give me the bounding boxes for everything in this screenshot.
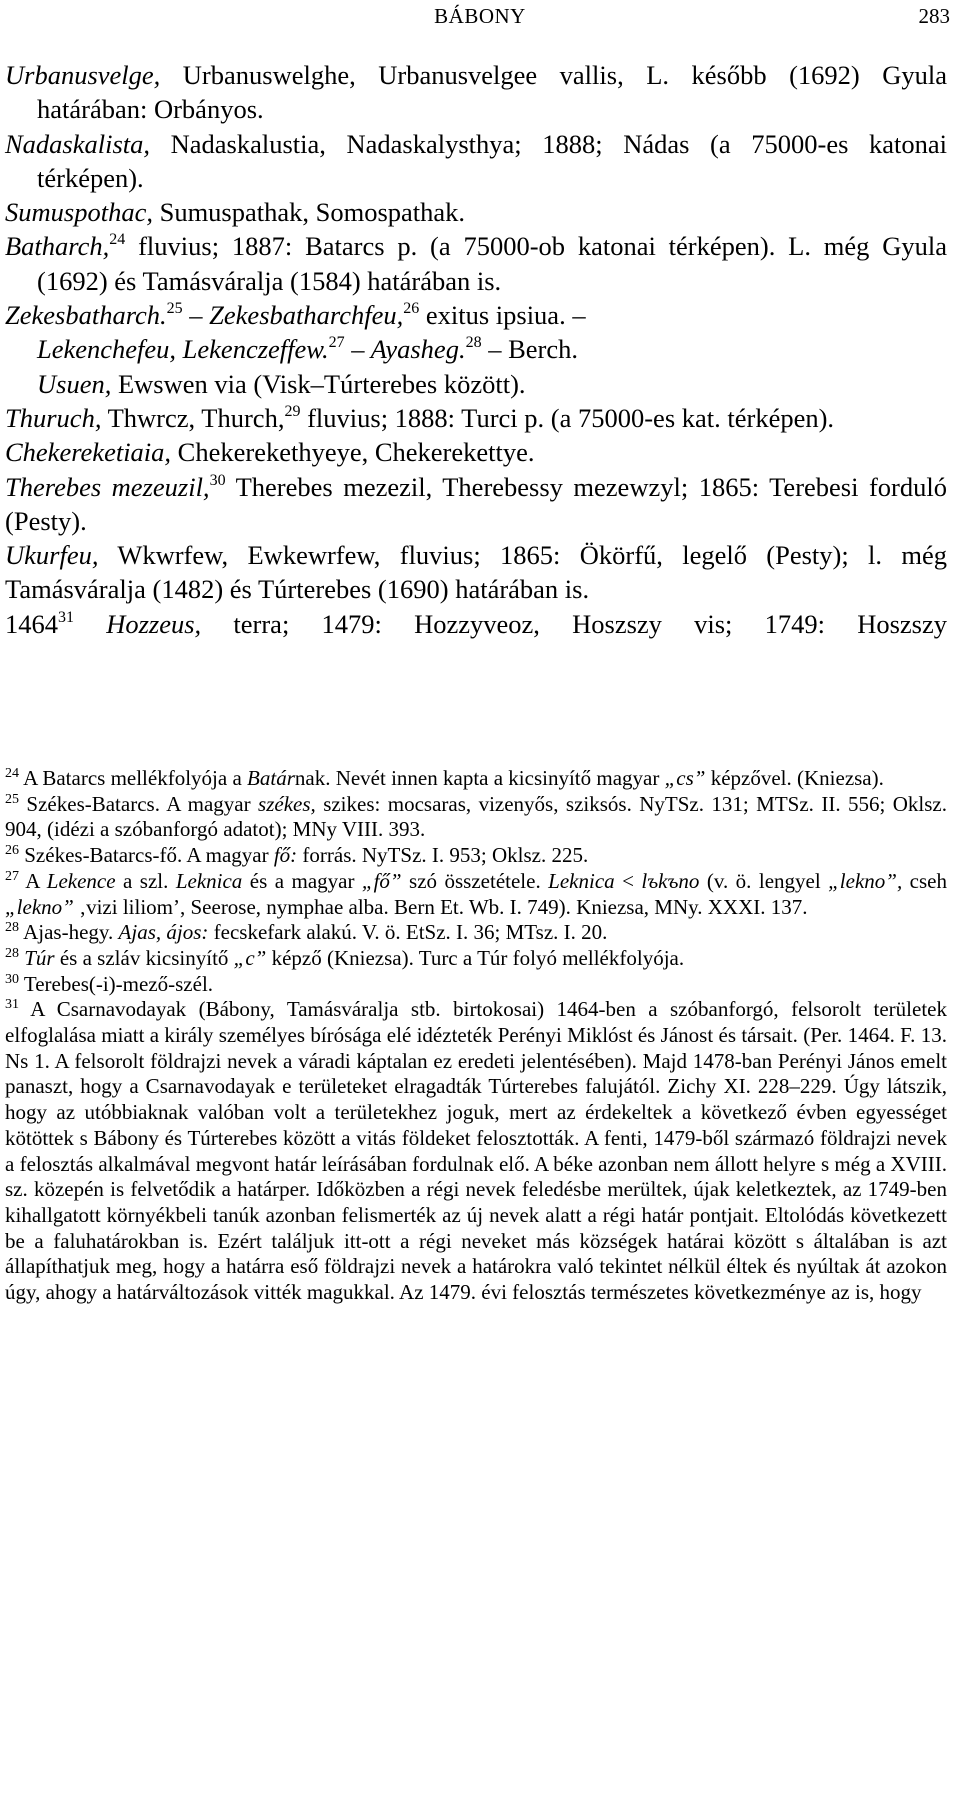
- footnote-text: Ajas-hegy.: [19, 920, 119, 945]
- page-number: 283: [918, 4, 950, 28]
- header-title: BÁBONY: [434, 4, 526, 28]
- place-name-entry: [5, 435, 947, 469]
- place-name: Sumuspothac,: [5, 197, 153, 228]
- place-name-entry: [5, 401, 947, 435]
- footnote-ref: 29: [284, 402, 301, 420]
- footnote-ref: 31: [58, 608, 74, 626]
- footnote-text: forrás. NyTSz. I. 953; Oklsz. 225.: [297, 843, 589, 868]
- footnote-text: Terebes(-i)-mező-szél.: [19, 971, 214, 996]
- footnote: [5, 843, 947, 869]
- place-name-entry: [5, 607, 947, 641]
- footnote-text: (v. ö. lengyel: [699, 868, 829, 893]
- footnote-ref: 24: [109, 231, 126, 249]
- footnote-text: fecskefark alakú. V. ö. EtSz. I. 36; MTsz. I. 20.: [208, 920, 608, 945]
- place-name-entry: [5, 58, 947, 127]
- footnote-text: Batár: [247, 766, 295, 790]
- place-name: Ukurfeu,: [5, 540, 99, 571]
- entry-text: Ewswen via (Visk–Túrterebes között).: [111, 368, 526, 399]
- footnote-ref: 28: [465, 334, 482, 352]
- entry-text: Urbanuswelghe, Urbanusvelgee vallis, L. később (1692) Gyula határában: Orbányos.: [37, 60, 947, 125]
- entry-text: terra; 1479: Hozzyveoz, Hoszszy vis; 1749: Hoszszy: [201, 608, 948, 639]
- footnote-text: a szl.: [115, 868, 176, 893]
- footnote-text: A: [19, 868, 47, 893]
- footnote-text: Lekence: [46, 868, 116, 893]
- footnote-text: fő:: [273, 843, 298, 868]
- place-name-entry: [5, 332, 947, 366]
- entry-text: Sumuspathak, Somospathak.: [152, 197, 466, 228]
- place-name: Thuruch,: [5, 402, 102, 433]
- footnote: [5, 792, 947, 843]
- place-name-entry: [5, 298, 947, 332]
- footnote-text: szó összetétele.: [401, 868, 549, 893]
- footnote-text: és a magyar: [242, 868, 362, 893]
- entry-text: Chekerekethyeye, Chekerekettye.: [171, 437, 535, 468]
- place-name: Nadaskalista,: [5, 128, 151, 159]
- place-name: Therebes mezeuzil,: [5, 471, 210, 502]
- footnote-text: A Csarnavodayak (Bábony, Tamásváralja stb. birtokosai) 1464-ben a szóbanforgó, felsorolt területek elfoglalása miatt a király személyes bírósága elé idézteték Perényi Miklóst és Jánost és társait. (Per. 1464. F. 13. Ns 1. A felsorolt földrajzi nevek a váradi káptalan ez eredeti jelentésében). Majd 1478-ban Perényi János emelt panaszt, hogy a Csarnavodayak e területeket elragadták Túrterebes falujától. Zichy XI. 228–229. Úgy látszik, hogy az utóbbiaknak valóban volt a területekhez joguk, mert az érdekeltek a következő évben egyességet kötöttek s Bábony és Túrterebes között a vitás földeket felosztották. A fenti, 1479-ből származó földrajzi nevek a felosztás alkalmával megvont határ leírásában fordulnak elő. A béke azonban nem állott helyre s még a XVIII. sz. közepén is felvetődik a határper. Időközben a régi nevek feledésbe merültek, újak keletkeztek, az 1749-ben kihallgatott környékbeli tanúk azonban felismerték az új nevek alatt a régi határ pontjait. Eltolódás következett be a faluhatárokban is. Ezért találjuk itt-ott a régi neveket más községek határai között s általában is azt állapíthatjuk meg, hogy a határra eső földrajzi nevek a határokra való tekintet nélkül éltek és nyúltak át azokon úgy, ahogy a határváltozások vitték magukkal. Az 1479. évi felosztás természetes következménye az is, hogy: [5, 997, 947, 1305]
- place-name: Batharch,: [5, 231, 110, 262]
- footnote-ref: 27: [328, 334, 345, 352]
- footnote-text: cseh: [902, 868, 947, 893]
- footnote-text: képzővel. (Kniezsa).: [705, 766, 884, 790]
- footnote-text: <: [614, 868, 642, 893]
- place-name: Lekenchefeu, Lekenczeffew.: [37, 334, 329, 365]
- footnote-text: Leknica: [548, 868, 615, 893]
- footnote-number: 30: [5, 971, 19, 987]
- footnote: [5, 766, 947, 792]
- footnote-number: 28: [5, 945, 19, 961]
- entry-text: Therebes mezezil, Therebessy mezewzyl; 1865: Terebesi forduló (Pesty).: [5, 471, 947, 536]
- main-text: [5, 58, 947, 641]
- footnote-text: Székes-Batarcs. A magyar: [19, 791, 259, 816]
- place-name-entry: [5, 538, 947, 607]
- footnote-number: 27: [5, 868, 19, 884]
- footnote-ref: 30: [209, 471, 226, 489]
- footnote-number: 24: [5, 766, 19, 781]
- footnote-number: 26: [5, 843, 19, 859]
- place-name-entry: [5, 229, 947, 298]
- place-name-entry: [5, 195, 947, 229]
- footnote-text: lъkъno: [641, 868, 700, 893]
- footnote: [5, 997, 947, 1305]
- footnote: [5, 946, 947, 972]
- footnote-text: „cs”: [664, 766, 706, 790]
- footnote-text: Leknica: [175, 868, 243, 893]
- place-name: Zekesbatharch.: [5, 300, 167, 331]
- entry-text: fluvius; 1887: Batarcs p. (a 75000-ob katonai térképen). L. még Gyula (1692) és Tamásváralja (1584) határában is.: [37, 231, 947, 296]
- footnote-ref: 26: [403, 300, 420, 318]
- footnote-text: „c”: [233, 945, 267, 970]
- footnote-text: nak. Nevét innen kapta a kicsinyítő magyar: [294, 766, 665, 790]
- footnote-text: A Batarcs mellékfolyója a: [19, 766, 248, 790]
- entry-text: Nadaskalustia, Nadaskalysthya; 1888; Nádas (a 75000-es katonai térképen).: [37, 128, 947, 193]
- footnote-text: székes,: [258, 791, 316, 816]
- place-name-entry: [5, 470, 947, 539]
- entry-text: fluvius; 1888: Turci p. (a 75000-es kat. térképen).: [300, 402, 835, 433]
- place-name: – Zekesbatharchfeu,: [182, 300, 404, 331]
- entry-text: exitus ipsiua. –: [419, 300, 586, 331]
- footnote-text: Ajas, ájos:: [118, 920, 209, 945]
- footnote-text: „lekno”,: [828, 868, 903, 893]
- year: 1464: [5, 608, 58, 639]
- footnote-text: „fő”: [361, 868, 402, 893]
- place-name: Chekereketiaia,: [5, 437, 172, 468]
- place-name-entry: [5, 127, 947, 196]
- place-name: Usuen,: [37, 368, 112, 399]
- footnote-number: 28: [5, 920, 19, 936]
- running-header: [0, 4, 960, 34]
- entry-text: Wkwrfew, Ewkewrfew, fluvius; 1865: Ökörfű, legelő (Pesty); l. még Tamásváralja (1482) és Túrterebes (1690) határában is.: [5, 540, 947, 605]
- place-name: Hozzeus,: [74, 608, 202, 639]
- footnote-number: 31: [5, 997, 19, 1013]
- place-name-entry: [5, 367, 947, 401]
- footnote-text: és a szláv kicsinyítő: [54, 945, 234, 970]
- place-name: – Ayasheg.: [344, 334, 466, 365]
- footnote-text: ‚vizi liliom’, Seerose, nymphae alba. Bern Et. Wb. I. 749). Kniezsa, MNy. XXXI. 137.: [73, 894, 808, 919]
- footnote-text: Túr: [24, 945, 55, 970]
- entry-text: Thwrcz, Thurch,: [101, 402, 285, 433]
- footnote-text: képző (Kniezsa). Turc a Túr folyó mellékfolyója.: [266, 945, 685, 970]
- footnote: [5, 920, 947, 946]
- place-name: Urbanusvelge,: [5, 60, 161, 90]
- entry-text: – Berch.: [481, 334, 578, 365]
- footnote: [5, 869, 947, 920]
- footnote-number: 25: [5, 791, 19, 807]
- footnote-text: Székes-Batarcs-fő. A magyar: [19, 843, 274, 868]
- footnote: [5, 972, 947, 998]
- footnote-ref: 25: [166, 300, 183, 318]
- footnotes: [5, 766, 947, 1306]
- footnote-text: szikes: mocsaras, vizenyős, sziksós. NyTSz. 131; MTSz. II. 556; Oklsz. 904, (idézi a szóbanforgó adatot); MNy VIII. 393.: [5, 791, 947, 842]
- footnote-text: „lekno”: [5, 894, 74, 919]
